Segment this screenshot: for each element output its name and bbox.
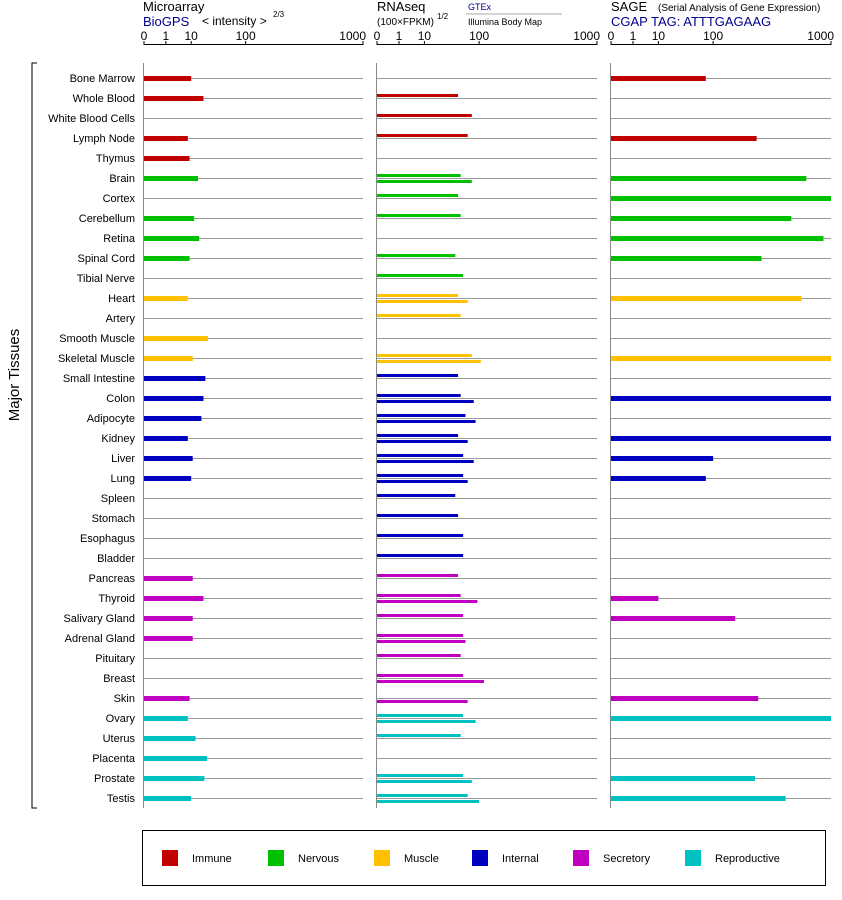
microarray-bar bbox=[144, 336, 208, 341]
rnaseq-bar bbox=[377, 374, 458, 377]
rnaseq-bar bbox=[377, 254, 455, 257]
y-axis-bracket bbox=[32, 63, 37, 808]
microarray-bar bbox=[144, 696, 190, 701]
panels bbox=[141, 29, 835, 808]
rnaseq-bar bbox=[377, 640, 465, 643]
sage-bar bbox=[611, 76, 706, 81]
microarray-bar bbox=[144, 636, 193, 641]
tissue-label: Bone Marrow bbox=[69, 73, 135, 85]
rnaseq-bar bbox=[377, 614, 463, 617]
sage-bar bbox=[611, 256, 761, 261]
rnaseq-bar bbox=[377, 734, 461, 737]
tissue-label: Thyroid bbox=[98, 593, 135, 605]
rnaseq-bar bbox=[377, 774, 463, 777]
legend-swatch-secretory bbox=[573, 850, 589, 866]
rnaseq-bar bbox=[377, 394, 461, 397]
tissue-label: Cerebellum bbox=[78, 213, 135, 225]
microarray-header bbox=[143, 0, 285, 29]
sage-bar bbox=[611, 696, 758, 701]
tissue-label: Liver bbox=[111, 453, 135, 465]
rnaseq-bar bbox=[377, 594, 461, 597]
sage-tick-label: 0 bbox=[607, 29, 615, 43]
microarray-xlabel-exponent: 2/3 bbox=[273, 10, 285, 19]
sage-bar bbox=[611, 196, 831, 201]
y-axis-label: Major Tissues bbox=[6, 328, 23, 422]
sage-bar bbox=[611, 776, 755, 781]
rnaseq-tick-label: 1 bbox=[395, 29, 403, 43]
rnaseq-bar bbox=[377, 360, 481, 363]
tissue-labels bbox=[48, 73, 136, 805]
microarray-tick-label: 1 bbox=[162, 29, 170, 43]
rnaseq-bar bbox=[377, 440, 468, 443]
tissue-label: Kidney bbox=[101, 433, 135, 445]
rnaseq-bar bbox=[377, 300, 468, 303]
legend-swatch-reproductive bbox=[685, 850, 701, 866]
rnaseq-tick-label: 0 bbox=[373, 29, 381, 43]
rnaseq-bar bbox=[377, 134, 468, 137]
legend-label-internal: Internal bbox=[502, 853, 539, 865]
microarray-bar bbox=[144, 96, 203, 101]
tissue-label: Spleen bbox=[100, 493, 135, 505]
rnaseq-bar bbox=[377, 214, 461, 217]
rnaseq-bar bbox=[377, 434, 458, 437]
tissue-label: Small Intestine bbox=[62, 373, 135, 385]
microarray-subtitle: BioGPS bbox=[143, 14, 190, 29]
sage-bar bbox=[611, 796, 786, 801]
tissue-label: Stomach bbox=[91, 513, 135, 525]
microarray-bar bbox=[144, 396, 203, 401]
microarray-tick-label: 100 bbox=[235, 29, 256, 43]
microarray-bar bbox=[144, 736, 195, 741]
rnaseq-legend-gtex: GTEx bbox=[468, 2, 492, 12]
tissue-label: Esophagus bbox=[79, 533, 135, 545]
sage-bar bbox=[611, 716, 831, 721]
rnaseq-bar bbox=[377, 514, 458, 517]
sage-panel bbox=[608, 29, 835, 808]
microarray-bar bbox=[144, 576, 193, 581]
tissue-label: Heart bbox=[108, 293, 135, 305]
tissue-label: Artery bbox=[105, 313, 135, 325]
sage-title: SAGE bbox=[611, 0, 648, 14]
rnaseq-tick-label: 10 bbox=[417, 29, 432, 43]
rnaseq-bar bbox=[377, 294, 458, 297]
microarray-bar bbox=[144, 136, 188, 141]
rnaseq-bar bbox=[377, 354, 472, 357]
sage-bar bbox=[611, 596, 658, 601]
microarray-bar bbox=[144, 616, 193, 621]
microarray-bar bbox=[144, 356, 193, 361]
sage-bar bbox=[611, 136, 757, 141]
tissue-label: Thymus bbox=[95, 153, 135, 165]
microarray-panel bbox=[141, 29, 367, 808]
microarray-bar bbox=[144, 296, 188, 301]
rnaseq-tick-label: 1000 bbox=[573, 29, 600, 43]
sage-tick-label: 1 bbox=[629, 29, 637, 43]
tissue-label: Breast bbox=[103, 673, 135, 685]
rnaseq-bar bbox=[377, 400, 474, 403]
microarray-bar bbox=[144, 236, 199, 241]
tissue-label: Adrenal Gland bbox=[64, 633, 135, 645]
tissue-label: Whole Blood bbox=[72, 93, 135, 105]
tissue-label: Brain bbox=[109, 173, 135, 185]
rnaseq-bar bbox=[377, 574, 458, 577]
rnaseq-bar bbox=[377, 480, 468, 483]
rnaseq-bar bbox=[377, 494, 455, 497]
rnaseq-bar bbox=[377, 174, 461, 177]
tissue-label: Smooth Muscle bbox=[59, 333, 135, 345]
sage-bar bbox=[611, 436, 831, 441]
microarray-xlabel: < intensity > bbox=[202, 14, 267, 28]
tissue-label: Tibial Nerve bbox=[76, 273, 135, 285]
sage-header bbox=[611, 0, 820, 29]
sage-bar bbox=[611, 216, 791, 221]
microarray-bar bbox=[144, 76, 191, 81]
tissue-label: Lung bbox=[110, 473, 135, 485]
tissue-label: Bladder bbox=[97, 553, 135, 565]
rnaseq-header bbox=[377, 0, 562, 28]
tissue-label: Uterus bbox=[102, 733, 135, 745]
tissue-label: Cortex bbox=[102, 193, 135, 205]
microarray-bar bbox=[144, 416, 201, 421]
tissue-label: Colon bbox=[106, 393, 135, 405]
microarray-bar bbox=[144, 716, 188, 721]
rnaseq-bar bbox=[377, 720, 476, 723]
rnaseq-bar bbox=[377, 654, 461, 657]
microarray-bar bbox=[144, 756, 207, 761]
sage-title-note: (Serial Analysis of Gene Expression) bbox=[658, 3, 821, 14]
rnaseq-bar bbox=[377, 474, 463, 477]
microarray-bar bbox=[144, 456, 193, 461]
microarray-bar bbox=[144, 476, 191, 481]
microarray-bar bbox=[144, 256, 190, 261]
microarray-bar bbox=[144, 596, 203, 601]
sage-bar bbox=[611, 476, 706, 481]
sage-bar bbox=[611, 616, 735, 621]
legend-label-muscle: Muscle bbox=[404, 853, 439, 865]
rnaseq-xlabel: (100×FPKM) bbox=[377, 17, 434, 28]
sage-subtitle: CGAP TAG: ATTTGAGAAG bbox=[611, 14, 772, 29]
rnaseq-bar bbox=[377, 714, 463, 717]
legend-swatch-immune bbox=[162, 850, 178, 866]
rnaseq-bar bbox=[377, 314, 461, 317]
tissue-label: Pancreas bbox=[88, 573, 135, 585]
microarray-tick-label: 10 bbox=[184, 29, 198, 43]
rnaseq-bar bbox=[377, 414, 465, 417]
microarray-bar bbox=[144, 436, 188, 441]
sage-bar bbox=[611, 296, 802, 301]
legend-label-immune: Immune bbox=[192, 853, 232, 865]
rnaseq-legend-ibm: Illumina Body Map bbox=[468, 17, 543, 27]
legend-swatch-muscle bbox=[374, 850, 390, 866]
sage-tick-label: 10 bbox=[651, 29, 666, 43]
microarray-bar bbox=[144, 376, 205, 381]
tissue-label: Ovary bbox=[105, 713, 135, 725]
rnaseq-bar bbox=[377, 180, 472, 183]
tissue-label: Adipocyte bbox=[86, 413, 135, 425]
rnaseq-tick-label: 100 bbox=[469, 29, 490, 43]
tissue-label: Lymph Node bbox=[73, 133, 135, 145]
microarray-bar bbox=[144, 176, 198, 181]
sage-bar bbox=[611, 456, 713, 461]
microarray-bar bbox=[144, 796, 191, 801]
microarray-bar bbox=[144, 156, 190, 161]
rnaseq-xlabel-exponent: 1/2 bbox=[437, 12, 449, 21]
sage-bar bbox=[611, 356, 831, 361]
tissue-label: Retina bbox=[103, 233, 135, 245]
rnaseq-panel bbox=[374, 29, 601, 808]
sage-bar bbox=[611, 396, 831, 401]
rnaseq-bar bbox=[377, 420, 476, 423]
rnaseq-bar bbox=[377, 94, 458, 97]
legend-swatch-nervous bbox=[268, 850, 284, 866]
tissue-label: White Blood Cells bbox=[48, 113, 135, 125]
microarray-bar bbox=[144, 776, 204, 781]
rnaseq-bar bbox=[377, 554, 463, 557]
tissue-label: Skeletal Muscle bbox=[57, 353, 135, 365]
tissue-label: Prostate bbox=[94, 773, 135, 785]
rnaseq-bar bbox=[377, 600, 477, 603]
tissue-label: Salivary Gland bbox=[63, 613, 135, 625]
legend bbox=[143, 831, 826, 886]
sage-bar bbox=[611, 236, 823, 241]
legend-label-secretory: Secretory bbox=[603, 853, 651, 865]
rnaseq-bar bbox=[377, 800, 479, 803]
microarray-tick-label: 1000 bbox=[339, 29, 366, 43]
rnaseq-bar bbox=[377, 454, 463, 457]
tissue-label: Pituitary bbox=[95, 653, 135, 665]
rnaseq-bar bbox=[377, 274, 463, 277]
rnaseq-bar bbox=[377, 460, 474, 463]
rnaseq-bar bbox=[377, 700, 468, 703]
rnaseq-bar bbox=[377, 794, 468, 797]
microarray-tick-label: 0 bbox=[140, 29, 148, 43]
microarray-title: Microarray bbox=[143, 0, 205, 14]
rnaseq-bar bbox=[377, 680, 484, 683]
rnaseq-title: RNAseq bbox=[377, 0, 426, 14]
legend-swatch-internal bbox=[472, 850, 488, 866]
tissue-label: Placenta bbox=[92, 753, 135, 765]
rnaseq-bar bbox=[377, 534, 463, 537]
rnaseq-bar bbox=[377, 780, 472, 783]
sage-tick-label: 100 bbox=[703, 29, 724, 43]
legend-label-nervous: Nervous bbox=[298, 853, 339, 865]
tissue-label: Skin bbox=[113, 693, 135, 705]
microarray-bar bbox=[144, 216, 194, 221]
legend-label-reproductive: Reproductive bbox=[715, 853, 780, 865]
tissue-label: Testis bbox=[106, 793, 135, 805]
rnaseq-bar bbox=[377, 114, 472, 117]
sage-tick-label: 1000 bbox=[807, 29, 834, 43]
tissue-label: Spinal Cord bbox=[77, 253, 135, 265]
rnaseq-bar bbox=[377, 194, 458, 197]
rnaseq-bar bbox=[377, 634, 463, 637]
rnaseq-bar bbox=[377, 674, 463, 677]
sage-bar bbox=[611, 176, 806, 181]
